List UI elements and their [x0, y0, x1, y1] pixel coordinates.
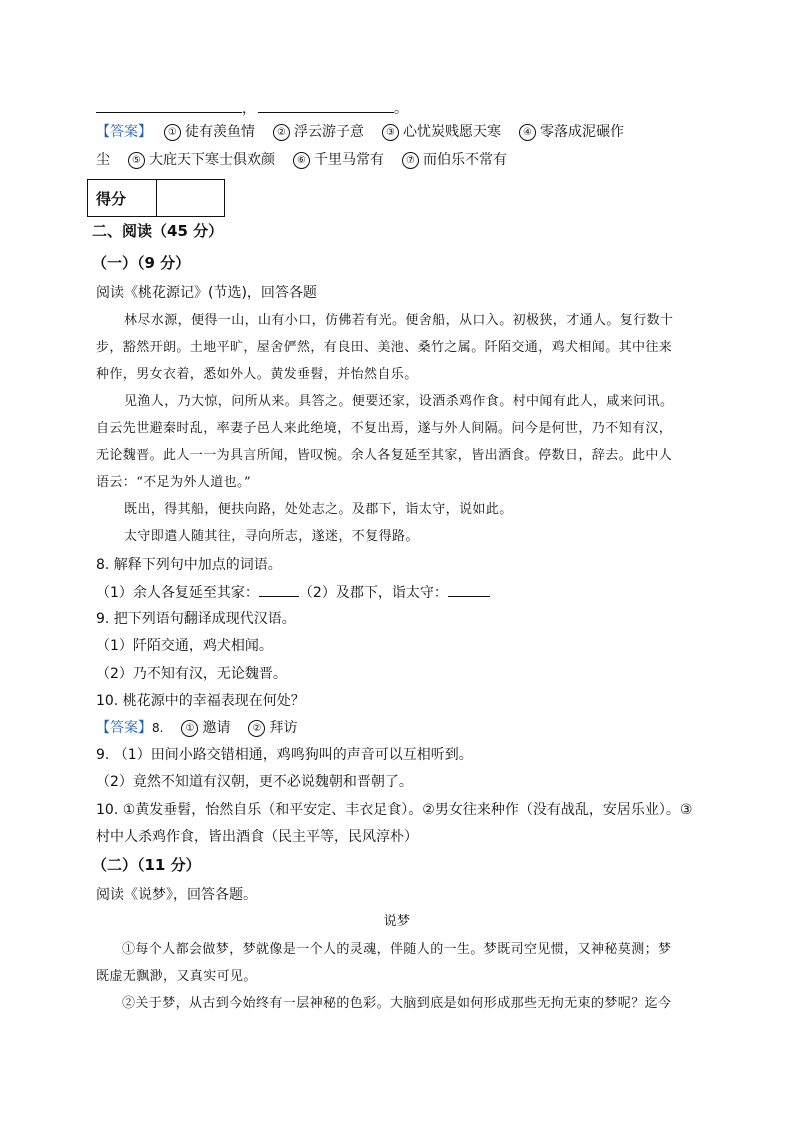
- passage-line: 步，豁然开朗。土地平旷，屋舍俨然，有良田、美池、桑竹之属。阡陌交通，鸡犬相闻。其中往来: [96, 340, 673, 355]
- answer-blank: [258, 98, 394, 113]
- part1-intro: 阅读《桃花源记》(节选)，回答各题: [96, 285, 317, 301]
- essay-line: ①每个人都会做梦，梦就像是一个人的灵魂，伴随人的一生。梦既司空见惯，又神秘莫测；梦: [122, 942, 672, 957]
- answer-item: 零落成泥碾作: [540, 124, 624, 140]
- question-8-1: （1）余人各复延至其家：: [96, 585, 259, 601]
- passage-line: 见渔人，乃大惊，问所从来。具答之。便要还家，设酒杀鸡作食。村中闻有此人，咸来问讯。: [124, 394, 674, 409]
- answer-line-2: [96, 150, 507, 170]
- question-9-1: （1）阡陌交通，鸡犬相闻。: [96, 638, 273, 654]
- answer-item: 心忧炭贱愿天寒: [403, 124, 501, 140]
- part1-heading: （一）（9 分）: [92, 254, 191, 272]
- item-number: ⑦: [402, 152, 419, 169]
- question-10: 10. 桃花源中的幸福表现在何处？: [96, 693, 305, 709]
- answer-item-wrap: 尘: [96, 152, 110, 168]
- passage-line: 既出，得其船，便扶向路，处处志之。及郡下，诣太守，说如此。: [124, 502, 513, 517]
- item-number: ②: [273, 124, 290, 141]
- answer-item: 千里马常有: [314, 152, 384, 168]
- answer-item: 而伯乐不常有: [423, 152, 507, 168]
- question-8: 8. 解释下列句中加点的词语。: [96, 557, 282, 573]
- answer-tag: 【答案】: [96, 124, 152, 140]
- answer-item: 浮云游子意: [294, 124, 364, 140]
- item-number: ⑤: [128, 152, 145, 169]
- question-8-2: （2）及郡下，诣太守：: [298, 585, 448, 601]
- passage-line: 太守即遣人随其往，寻向所志，遂迷，不复得路。: [124, 529, 419, 544]
- answer-9-2: （2）竟然不知道有汉朝，更不必说魏朝和晋朝了。: [96, 774, 413, 790]
- answer-item: 邀请: [202, 720, 231, 736]
- answer-number: 8.: [152, 721, 164, 735]
- part2-heading: （二）（11 分）: [92, 856, 201, 874]
- answer-blank: [96, 98, 242, 113]
- question-8-items: [96, 582, 490, 603]
- answer-line-1: [96, 122, 624, 142]
- item-number: ①: [181, 720, 198, 737]
- score-label: 得分: [96, 190, 127, 208]
- answer-8: [96, 718, 297, 738]
- question-9: 9. 把下列语句翻译成现代汉语。: [96, 611, 296, 627]
- score-box: [87, 179, 225, 217]
- period: 。: [394, 101, 408, 117]
- question-9-2: （2）乃不知有汉，无论魏晋。: [96, 666, 287, 682]
- comma: ，: [242, 101, 256, 117]
- item-number: ③: [382, 124, 399, 141]
- answer-10-2: 村中人杀鸡作食，皆出酒食（民主平等，民风淳朴）: [96, 829, 418, 845]
- essay-title: 说梦: [383, 914, 411, 929]
- section-heading: 二、阅读（45 分）: [92, 222, 224, 240]
- answer-9-1: 9. （1）田间小路交错相通，鸡鸣狗叫的声音可以互相听到。: [96, 747, 473, 763]
- passage-line: 林尽水源，便得一山，山有小口，仿佛若有光。便舍船，从口入。初极狭，才通人。复行数十: [124, 313, 674, 328]
- answer-10-1: 10. ①黄发垂髫，怡然自乐（和平安定、丰衣足食）。②男女往来种作（没有战乱，安居乐业）。③: [96, 802, 693, 818]
- essay-line: ②关于梦，从古到今始终有一层神秘的色彩。大脑到底是如何形成那些无拘无束的梦呢？迄今: [122, 996, 672, 1011]
- item-number: ⑥: [293, 152, 310, 169]
- answer-blank: [448, 582, 490, 597]
- item-number: ②: [248, 720, 265, 737]
- item-number: ④: [519, 124, 536, 141]
- answer-item: 大庇天下寒士俱欢颜: [149, 152, 275, 168]
- fill-blank-line: [96, 98, 408, 119]
- answer-blank: [259, 582, 299, 597]
- essay-line: 既虚无飘渺，又真实可见。: [96, 969, 257, 984]
- answer-item: 拜访: [269, 720, 298, 736]
- part2-intro: 阅读《说梦》，回答各题。: [96, 887, 257, 903]
- passage-line: 无论魏晋。此人一一为具言所闻，皆叹惋。余人各复延至其家，皆出酒食。停数日，辞去。此中人: [96, 448, 673, 463]
- score-box-divider: [156, 180, 157, 216]
- passage-line: 种作，男女衣着，悉如外人。黄发垂髫，并怡然自乐。: [96, 367, 418, 382]
- answer-item: 徒有羡鱼情: [185, 124, 255, 140]
- answer-tag: 【答案】: [96, 720, 152, 736]
- passage-line: 自云先世避秦时乱，率妻子邑人来此绝境，不复出焉，遂与外人间隔。问今是何世，乃不知有汉，: [96, 421, 673, 436]
- passage-line: 语云：“不足为外人道也。”: [96, 475, 251, 490]
- item-number: ①: [164, 124, 181, 141]
